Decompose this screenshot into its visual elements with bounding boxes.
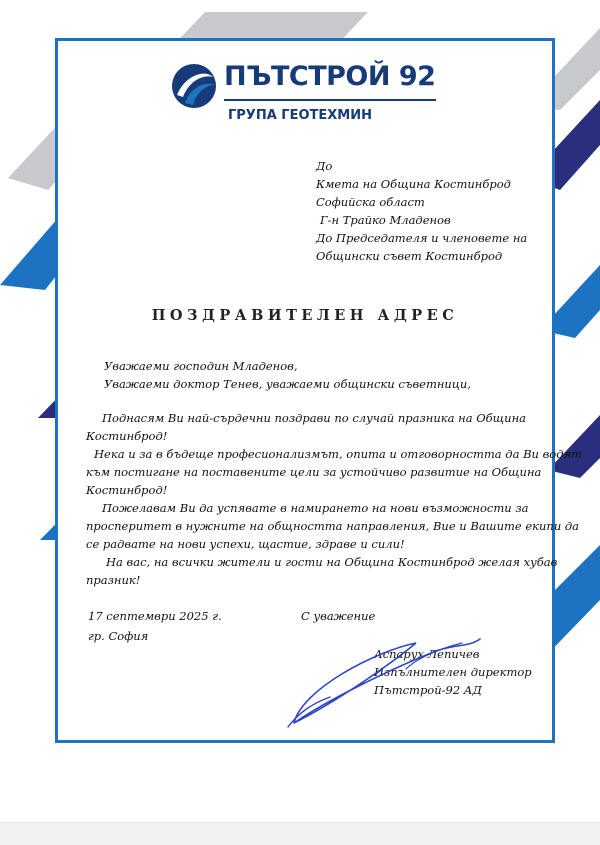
company-name: ПЪТСТРОЙ 92 (224, 61, 436, 92)
recipient-line: До (316, 159, 333, 173)
signer-company: Пътстрой-92 АД (374, 683, 482, 697)
body-line: към постигане на поставените цели за устойчиво развитие на Община (86, 465, 542, 479)
body-line: Поднасям Ви най-сърдечни поздрави по случай празника на Община (102, 411, 527, 425)
letter-place: гр. София (88, 629, 149, 643)
body-line: се радвате на нови успехи, щастие, здраве и сили! (86, 537, 405, 551)
body-line: Нека и за в бъдеще професионализмът, опита и отговорността да Ви водят (94, 447, 583, 461)
signer-name: Аспарух Лепичев (374, 647, 480, 661)
body-line: Костинброд! (86, 429, 168, 443)
body-line: Пожелавам Ви да успявате в намирането на нови възможности за (102, 501, 529, 515)
recipient-line: До Председателя и членовете на (316, 231, 528, 245)
recipient-line: Софийска област (316, 195, 425, 209)
bottom-strip (0, 822, 600, 845)
group-name: ГРУПА ГЕОТЕХМИН (228, 108, 372, 123)
letter-date: 17 септември 2025 г. (88, 609, 222, 623)
body-line: просперитет в нужните на общността направления, Вие и Вашите екипи да (86, 519, 580, 533)
recipient-line: Г-н Трайко Младенов (320, 213, 451, 227)
recipient-line: Кмета на Община Костинброд (316, 177, 511, 191)
letter-sheet (55, 38, 583, 743)
recipient-line: Общински съвет Костинброд (316, 249, 503, 263)
handwritten-signature (266, 631, 496, 731)
document-title: ПОЗДРАВИТЕЛЕН АДРЕС (151, 307, 459, 324)
brand-divider (224, 99, 436, 101)
road-swoosh-icon (171, 63, 217, 109)
signer-title: Изпълнителен директор (374, 665, 532, 679)
body-line: Костинброд! (86, 483, 168, 497)
body-line: На вас, на всички жители и гости на Община Костинброд желая хубав (106, 555, 558, 569)
regards-text: С уважение (301, 609, 376, 623)
body-line: празник! (86, 573, 141, 587)
salutation-line: Уважаеми господин Младенов, (104, 359, 298, 373)
salutation-line: Уважаеми доктор Тенев, уважаеми общински съветници, (104, 377, 471, 391)
